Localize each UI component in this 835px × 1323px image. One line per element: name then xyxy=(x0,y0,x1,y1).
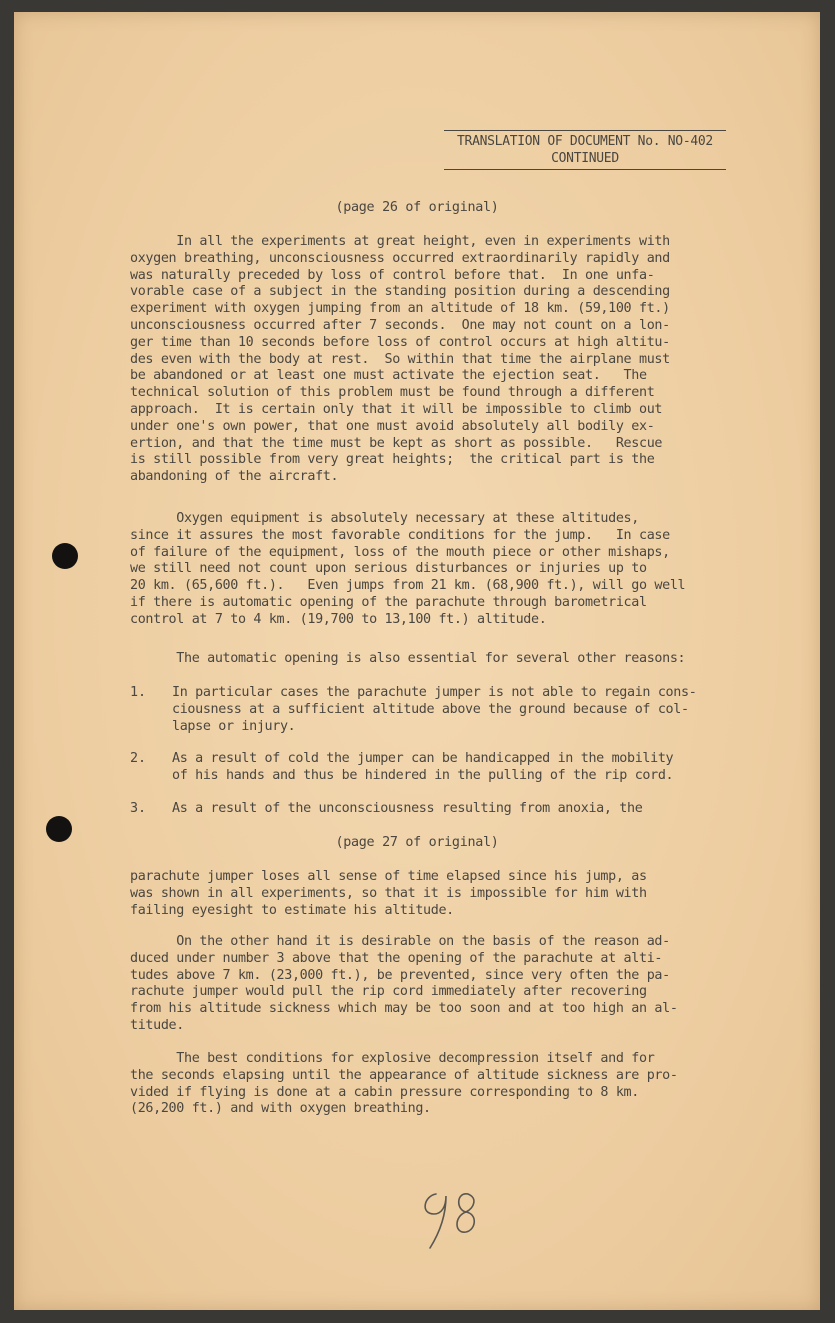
handwritten-page-number xyxy=(406,1184,496,1254)
paragraph-2: Oxygen equipment is absolutely necessary at these altitudes, since it assures the most favorable conditions for the jump. In case of failure of the equipment, loss of the mouth piece or other mishaps, we still need not count upon serious disturbances or injuries up to 20 km. (65,600 ft.). Even jumps from 21 km. (68,900 ft.), will go well if there is automatic opening of the parachute through barometrical control at 7 to 4 km. (19,700 to 13,100 ft.) altitude. xyxy=(130,511,686,627)
list-number-3: 3. xyxy=(130,801,147,816)
paragraph-5: On the other hand it is desirable on the basis of the reason ad- duced under number 3 above that the opening of the parachute at alti- tudes above 7 km. (23,000 ft.), be prevented, since very often the pa- rachute jumper would pull the rip cord immediately after recovering from his altitude sickness which may be too soon and at too high an al- titude. xyxy=(130,934,678,1033)
header-top-rule xyxy=(444,130,726,131)
page-marker-27: (page 27 of original) xyxy=(335,835,499,850)
header-title: TRANSLATION OF DOCUMENT No. NO-402 xyxy=(457,134,713,149)
document-page xyxy=(14,12,820,1310)
header-bottom-rule xyxy=(444,169,726,170)
translation-header xyxy=(444,130,726,170)
paragraph-1: In all the experiments at great height, even in experiments with oxygen breathing, unconsciousness occurred extraordinarily rapidly and was naturally preceded by loss of control before that. In one unfa- vorable case of a subject in the standing position during a descending experiment with oxygen jumping from an altitude of 18 km. (59,100 ft.) unconsciousness occurred after 7 seconds. One may not count on a lon- ger time than 10 seconds before loss of control occurs at high altitu- des even with the body at rest. So within that time the airplane must be abandoned or at least one must activate the ejection seat. The technical solution of this problem must be found through a different approach. It is certain only that it will be impossible to climb out under one's own power, that one must avoid absolutely all bodily ex- ertion, and that the time must be kept as short as possible. Rescue is still possible from very great heights; the critical part is the abandoning of the aircraft. xyxy=(130,234,670,485)
list-item-2: As a result of cold the jumper can be handicapped in the mobility of his hands and thus be hindered in the pulling of the rip cord. xyxy=(172,751,674,783)
paragraph-6: The best conditions for explosive decompression itself and for the seconds elapsing until the appearance of altitude sickness are pro- vided if flying is done at a cabin pressure corresponding to 8 km. (26,200 ft.) and with oxygen breathing. xyxy=(130,1051,678,1117)
list-item-3: As a result of the unconsciousness resulting from anoxia, the xyxy=(172,801,643,816)
paragraph-3: The automatic opening is also essential for several other reasons: xyxy=(130,651,686,666)
page-marker-26: (page 26 of original) xyxy=(335,200,499,215)
header-subtitle: CONTINUED xyxy=(551,151,619,166)
punch-hole-upper xyxy=(52,543,78,569)
list-number-1: 1. xyxy=(130,685,147,700)
list-item-1: In particular cases the parachute jumper is not able to regain cons- ciousness at a sufficient altitude above the ground because of col- lapse or injury. xyxy=(172,685,697,734)
paragraph-4: parachute jumper loses all sense of time elapsed since his jump, as was shown in all experiments, so that it is impossible for him with failing eyesight to estimate his altitude. xyxy=(130,869,647,918)
list-number-2: 2. xyxy=(130,751,147,766)
